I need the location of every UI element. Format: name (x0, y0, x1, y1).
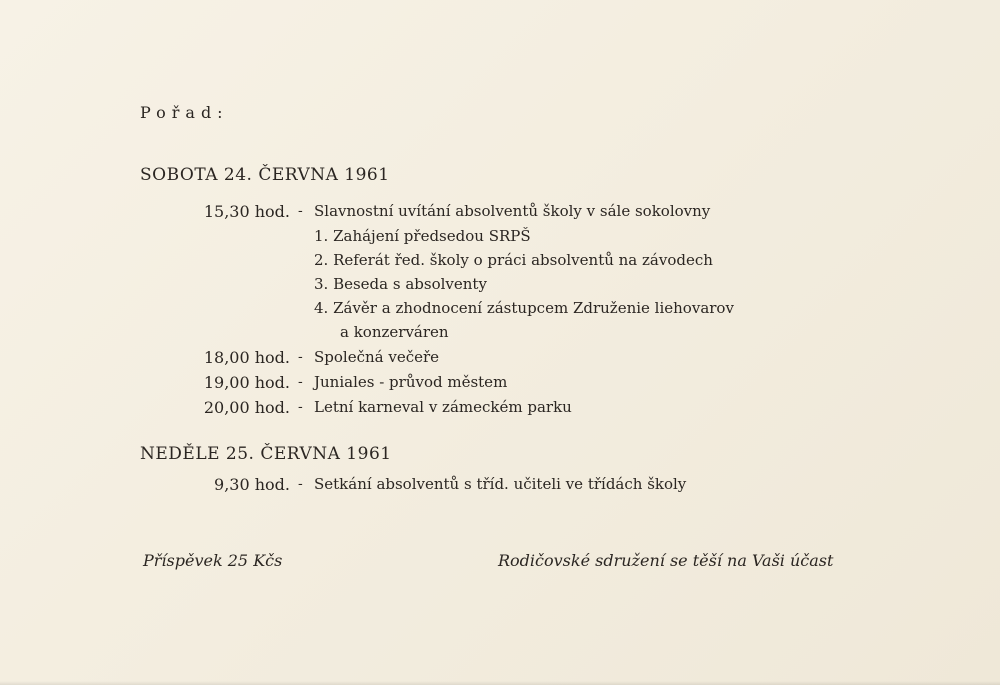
subitem-1: 1. Zahájení předsedou SRPŠ (314, 227, 531, 245)
dash: - (298, 476, 303, 492)
sunday-title: NEDĚLE 25. ČERVNA 1961 (140, 444, 392, 464)
fee-note: Příspěvek 25 Kčs (143, 551, 283, 570)
dash: - (298, 349, 303, 365)
time-1900: 19,00 hod. (203, 373, 290, 392)
paper-edge (0, 681, 1000, 685)
saturday-title: SOBOTA 24. ČERVNA 1961 (140, 165, 390, 185)
time-0930: 9,30 hod. (214, 475, 290, 494)
dash: - (298, 203, 303, 219)
item-procession: Juniales - průvod městem (314, 373, 508, 391)
subitem-4-continued: a konzerváren (340, 323, 449, 341)
time-1530: 15,30 hod. (203, 202, 290, 221)
program-heading: Pořad: (140, 103, 229, 122)
time-2000: 20,00 hod. (203, 398, 290, 417)
item-meeting: Setkání absolventů s tříd. učiteli ve třídách školy (314, 475, 687, 493)
time-1800: 18,00 hod. (203, 348, 290, 367)
item-carnival: Letní karneval v zámeckém parku (314, 398, 572, 416)
item-welcome: Slavnostní uvítání absolventů školy v sále sokolovny (314, 202, 711, 220)
closing-note: Rodičovské sdružení se těší na Vaši účast (498, 551, 834, 570)
dash: - (298, 374, 303, 390)
item-dinner: Společná večeře (314, 348, 440, 366)
subitem-2: 2. Referát řed. školy o práci absolventů na závodech (314, 251, 713, 269)
subitem-4: 4. Závěr a zhodnocení zástupcem Združenie liehovarov (314, 299, 734, 317)
subitem-3: 3. Beseda s absolventy (314, 275, 487, 293)
dash: - (298, 399, 303, 415)
